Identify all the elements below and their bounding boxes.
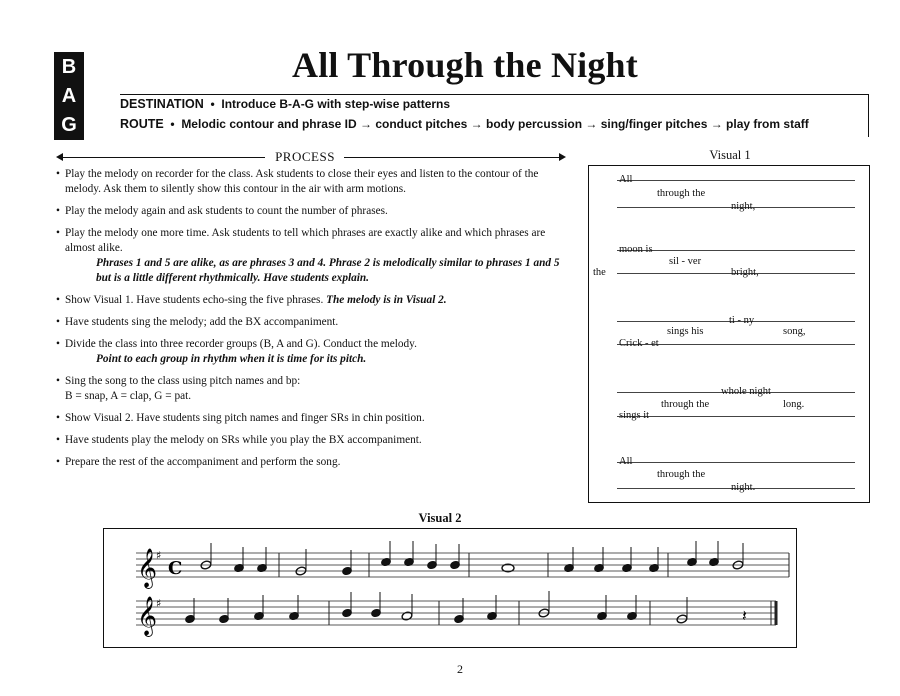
process-item (56, 226, 566, 286)
process-item (56, 337, 566, 367)
process-item-text: Have students play the melody on SRs while you play the BX accompaniment. (65, 434, 422, 446)
process-item (56, 293, 566, 308)
lyric-word: sings it (619, 410, 650, 421)
process-item-text: Sing the song to the class using pitch names and bp: (65, 375, 301, 387)
time-signature: C (168, 558, 183, 579)
lyric-word: night. (731, 482, 756, 493)
process-item-text: Show Visual 2. Have students sing pitch names and finger SRs in chin position. (65, 412, 425, 424)
process-item-text: Prepare the rest of the accompaniment and perform the song. (65, 456, 341, 468)
sharp-icon: ♯ (156, 549, 162, 562)
visual2-panel (103, 528, 797, 648)
route-row (120, 117, 809, 131)
process-item-text: Play the melody on recorder for the class. Ask students to close their eyes and listen to the contour of the melody. Ask them to silently show this contour in the air with arm motions. (65, 168, 539, 195)
lyric-word: Crick - et (619, 338, 659, 349)
lyric-word: through the (661, 399, 710, 410)
process-item-line2: B = snap, A = clap, G = pat. (65, 390, 192, 402)
process-item (56, 204, 566, 219)
visual2-title: Visual 2 (418, 511, 462, 525)
visual1-title: Visual 1 (709, 148, 751, 162)
lyric-word: sil - ver (669, 256, 702, 267)
process-item (56, 374, 566, 404)
process-item-text: Show Visual 1. Have students echo-sing the five phrases. (65, 294, 324, 306)
process-list (56, 167, 566, 477)
lyric-word: moon is (619, 244, 653, 255)
process-rule-left (60, 157, 265, 158)
guide-line (617, 416, 855, 417)
process-item (56, 411, 566, 426)
lyric-word: song, (783, 326, 806, 337)
lyric-word: night, (731, 201, 756, 212)
music-staff (104, 529, 796, 647)
badge-letter-a: A (61, 84, 77, 107)
process-item-note: Point to each group in rhythm when it is time for its pitch. (96, 353, 367, 365)
lyric-word: ti - ny (729, 315, 755, 326)
quarter-rest-icon: 𝄽 (742, 606, 747, 625)
lyric-word: All (619, 174, 633, 185)
destination-text: Introduce B-A-G with step-wise patterns (221, 97, 451, 111)
guide-line (617, 180, 855, 181)
destination-sep: • (207, 97, 219, 111)
process-rule-right (344, 157, 562, 158)
process-item-emphasis: The melody is in Visual 2. (326, 294, 447, 306)
lyric-word: whole night (721, 386, 771, 397)
sharp-icon: ♯ (156, 597, 162, 610)
right-arrow-icon (559, 153, 566, 161)
lyric-word: All (619, 456, 633, 467)
process-item-text: Play the melody one more time. Ask students to tell which phrases are exactly alike and which phrases are almost alike. (65, 227, 546, 254)
process-heading-text: PROCESS (275, 149, 335, 164)
route-label: ROUTE (120, 117, 164, 131)
page-title: All Through the Night (292, 45, 638, 85)
lyric-word: bright, (731, 267, 759, 278)
process-item-text: Divide the class into three recorder groups (B, A and G). Conduct the melody. (65, 338, 417, 350)
treble-clef-icon: 𝄞 (137, 548, 158, 588)
process-item (56, 455, 566, 470)
visual1-panel (588, 165, 870, 503)
process-item-text: Play the melody again and ask students to count the number of phrases. (65, 205, 388, 217)
lyric-word: sings his (667, 326, 704, 337)
destination-label: DESTINATION (120, 97, 204, 111)
guide-line (617, 462, 855, 463)
route-text: Melodic contour and phrase ID → conduct pitches → body percussion → sing/finger pitches → play from staff (181, 117, 809, 131)
process-item (56, 167, 566, 197)
process-item (56, 433, 566, 448)
page-number: 2 (457, 662, 463, 676)
badge-letter-b: B (61, 55, 77, 78)
lyric-word: through the (657, 469, 706, 480)
lyric-word: the (593, 267, 606, 278)
treble-clef-icon: 𝄞 (137, 596, 158, 636)
lyric-word: long. (783, 399, 805, 410)
guide-line (617, 250, 855, 251)
process-item-note: Phrases 1 and 5 are alike, as are phrases 3 and 4. Phrase 2 is melodically similar to phrases 1 and 5 but is a little different rhythmically. Have students explain. (96, 257, 560, 284)
destination-row (120, 97, 450, 111)
process-item (56, 315, 566, 330)
badge-letter-g: G (61, 114, 77, 137)
lyric-word: through the (657, 188, 706, 199)
process-item-text: Have students sing the melody; add the BX accompaniment. (65, 316, 339, 328)
process-heading (56, 150, 566, 164)
route-sep: • (167, 117, 178, 131)
